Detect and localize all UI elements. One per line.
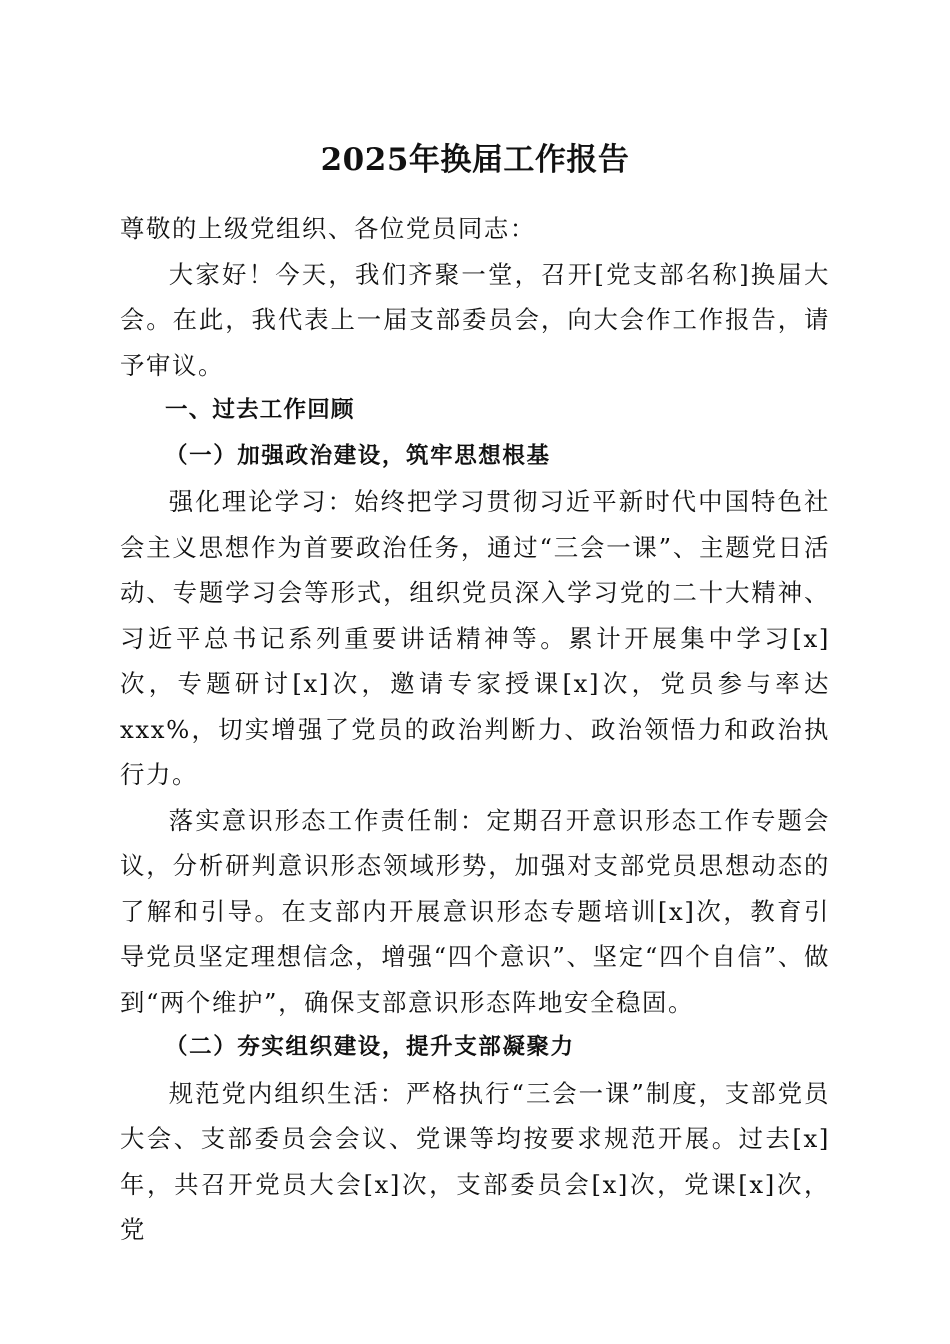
subsection-heading-political-building: （一）加强政治建设，筑牢思想根基 (165, 442, 551, 469)
subsection-heading-organization-building: （二）夯实组织建设，提升支部凝聚力 (165, 1034, 575, 1060)
paragraph-theory-study: 强化理论学习：始终把学习贯彻习近平新时代中国特色社会主义思想作为首要政治任务，通过“三会一课”、主题党日活动、专题学习会等形式，组织党员深入学习党的二十大精神、习近平总书记系列重要讲话精神等。累计开展集中学习[x]次，专题研讨[x]次，邀请专家授课[x]次，党员参与率达xxx%，切实增强了党员的政治判断力、政治领悟力和政治执行力。 (120, 487, 830, 789)
salutation: 尊敬的上级党组织、各位党员同志： (120, 214, 536, 243)
section-heading-past-work-review: 一、过去工作回顾 (165, 397, 355, 423)
document-title: 2025年换届工作报告 (320, 142, 630, 178)
paragraph-ideology-responsibility: 落实意识形态工作责任制：定期召开意识形态工作专题会议，分析研判意识形态领域形势，加强对支部党员思想动态的了解和引导。在支部内开展意识形态专题培训[x]次，教育引导党员坚定理想信念，增强“四个意识”、坚定“四个自信”、做到“两个维护”，确保支部意识形态阵地安全稳固。 (120, 805, 830, 1017)
opening-paragraph: 大家好！今天，我们齐聚一堂，召开[党支部名称]换届大会。在此，我代表上一届支部委员会，向大会作工作报告，请予审议。 (120, 259, 830, 380)
document-body (120, 206, 830, 1253)
paragraph-organization-life: 规范党内组织生活：严格执行“三会一课”制度，支部党员大会、支部委员会会议、党课等均按要求规范开展。过去[x]年，共召开党员大会[x]次，支部委员会[x]次，党课[x]次，党 (120, 1078, 830, 1244)
